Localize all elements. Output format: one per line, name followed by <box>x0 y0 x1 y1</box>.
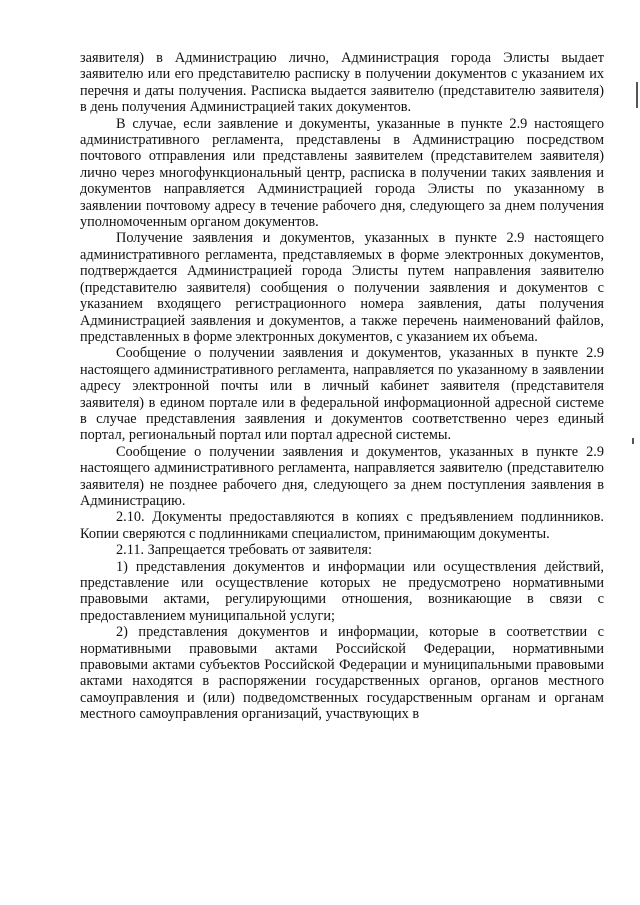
scan-edge-mark-top <box>636 82 638 108</box>
paragraph: Сообщение о получении заявления и документов, указанных в пункте 2.9 настоящего административного регламента, направляется заявителю (представителю заявителя) не позднее рабочего дня, следующего за днем поступления заявления в Администрацию. <box>80 443 604 509</box>
paragraph: 2.10. Документы предоставляются в копиях с предъявлением подлинников. Копии сверяются с подлинниками специалистом, принимающим документы. <box>80 509 604 542</box>
document-page <box>80 50 604 723</box>
paragraph: Получение заявления и документов, указанных в пункте 2.9 настоящего административного регламента, представляемых в форме электронных документов, подтверждается Администрацией города Элисты путем направления заявителю (представителю заявителя) сообщения о получении заявления и документов с указанием входящего регистрационного номера заявления, даты получения Администрацией заявления и документов, а также перечень наименований файлов, представленных в форме электронных документов, с указанием их объема. <box>80 230 604 345</box>
paragraph: заявителя) в Администрацию лично, Администрация города Элисты выдает заявителю или его представителю расписку в получении документов с указанием их перечня и даты получения. Расписка выдается заявителю (представителю заявителя) в день получения Администрацией таких документов. <box>80 50 604 116</box>
scan-edge-mark-mid <box>632 438 634 444</box>
paragraph: Сообщение о получении заявления и документов, указанных в пункте 2.9 настоящего административного регламента, направляется по указанному в заявлении адресу электронной почты или в личный кабинет заявителя (представителя заявителя) в едином портале или в федеральной информационной адресной системе в случае представления заявления и документов соответственно через единый портал, региональный портал или портал адресной системы. <box>80 345 604 444</box>
paragraph: В случае, если заявление и документы, указанные в пункте 2.9 настоящего административного регламента, представлены в Администрацию посредством почтового отправления или представлены заявителем (представителем заявителя) лично через многофункциональный центр, расписка в получении таких заявления и документов направляется Администрацией города Элисты по указанному в заявлении почтовому адресу в течение рабочего дня, следующего за днем получения уполномоченным органом документов. <box>80 115 604 231</box>
paragraph: 2.11. Запрещается требовать от заявителя: <box>116 542 372 559</box>
paragraph: 2) представления документов и информации, которые в соответствии с нормативными правовыми актами Российской Федерации, нормативными правовыми актами субъектов Российской Федерации и муниципальными правовыми актами находятся в распоряжении государственных органов, органов местного самоуправления и (или) подведомственных государственным органам и органам местного самоуправления организаций, участвующих в <box>80 624 604 723</box>
paragraph: 1) представления документов и информации или осуществления действий, представление или осуществление которых не предусмотрено нормативными правовыми актами, регулирующими отношения, возникающие в связи с предоставлением муниципальной услуги; <box>80 558 604 624</box>
